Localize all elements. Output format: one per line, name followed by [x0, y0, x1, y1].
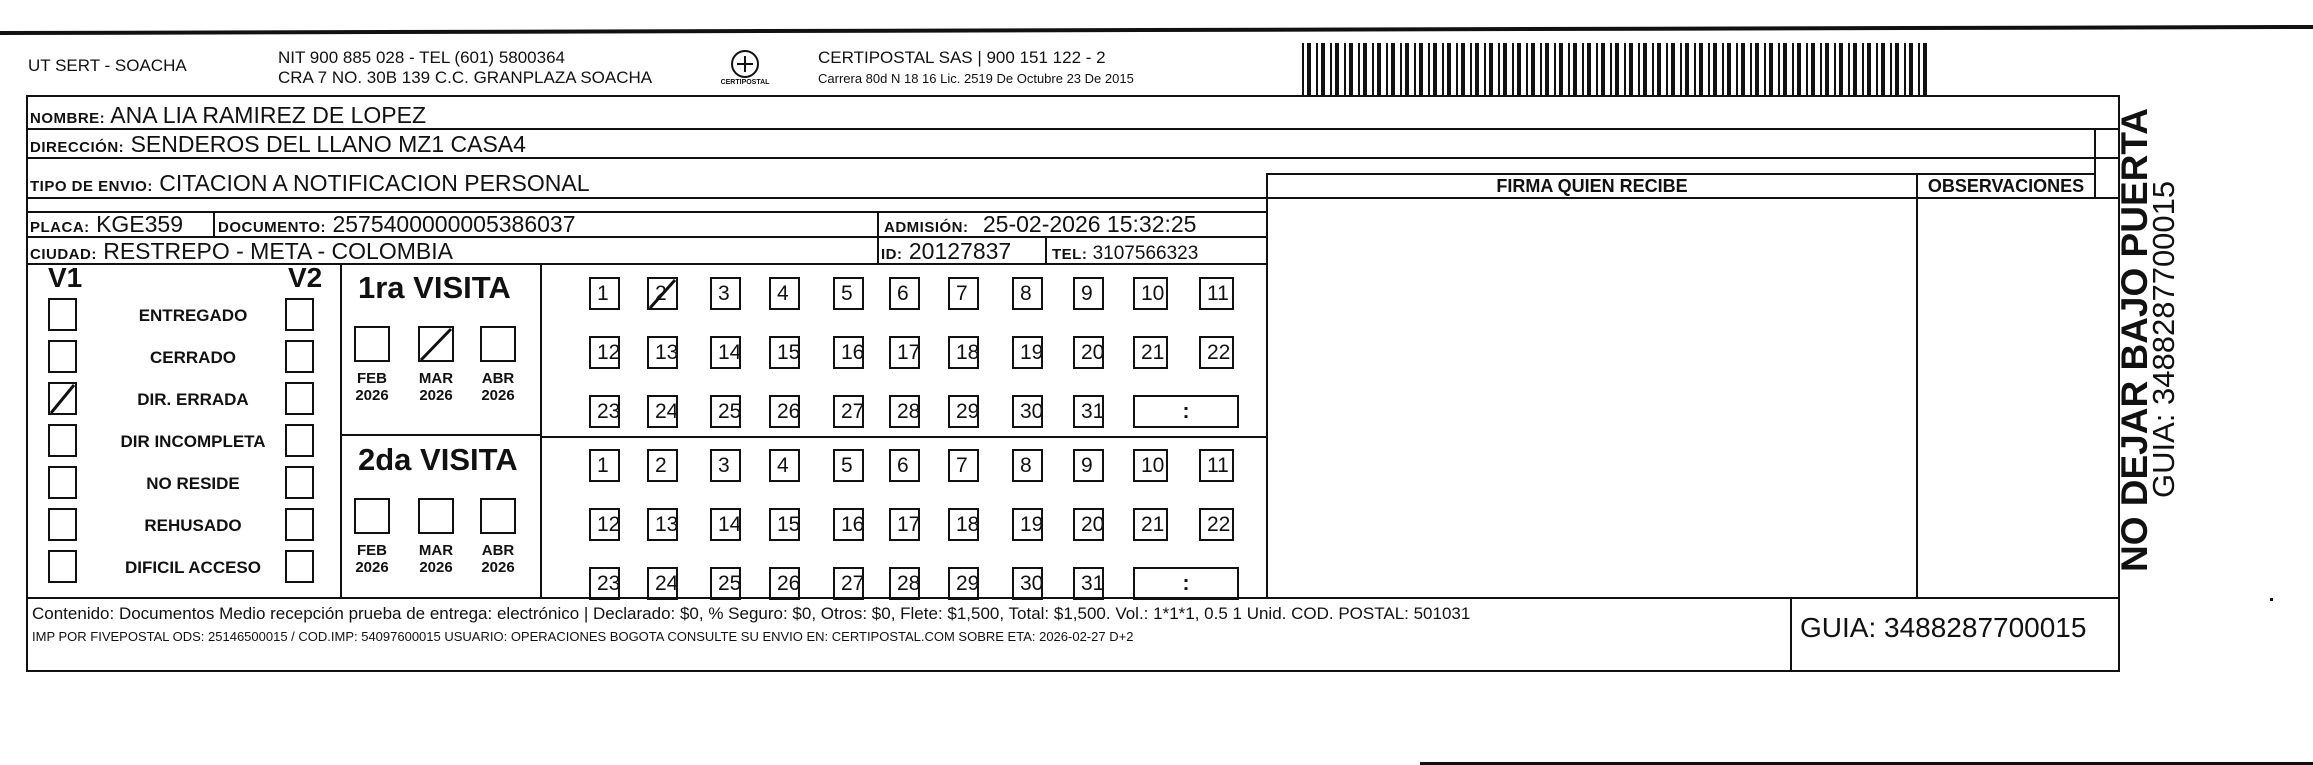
tel-label: TEL:: [1052, 246, 1088, 263]
visit-day-box[interactable]: 14: [710, 336, 741, 369]
month-year: 2026: [481, 559, 515, 576]
visit-time-box[interactable]: :: [1133, 567, 1239, 600]
status-v2-checkbox[interactable]: [285, 508, 314, 541]
visit-day-box[interactable]: 21: [1133, 336, 1168, 369]
barcode-bar: [1470, 43, 1472, 95]
barcode-bar: [1335, 43, 1339, 95]
visit-day-box[interactable]: 2: [647, 449, 678, 482]
visit-day-box[interactable]: 17: [889, 336, 920, 369]
barcode-bar: [1806, 43, 1808, 95]
barcode-bar: [1330, 43, 1332, 95]
visit-month-label: [475, 542, 521, 576]
month-year: 2026: [419, 387, 453, 404]
barcode-bar: [1554, 43, 1556, 95]
id-row: [881, 238, 1011, 268]
barcode-bar: [1890, 43, 1892, 95]
visit-day-box[interactable]: 15: [769, 336, 800, 369]
barcode-bar: [1358, 43, 1360, 95]
barcode-bar: [1545, 43, 1549, 95]
barcode-bar: [1475, 43, 1479, 95]
visit-day-box[interactable]: 22: [1199, 336, 1234, 369]
barcode-bar: [1727, 43, 1731, 95]
day-check-mark: [647, 277, 678, 310]
status-v2-checkbox[interactable]: [285, 340, 314, 373]
visit-day-box[interactable]: 10: [1133, 449, 1168, 482]
barcode-bar: [1862, 43, 1864, 95]
barcode-bar: [1363, 43, 1367, 95]
v1-label: V1: [48, 262, 83, 293]
barcode-bar: [1372, 43, 1374, 95]
barcode-bar: [1498, 43, 1500, 95]
visit-day-box[interactable]: 6: [889, 449, 920, 482]
visit-day-box[interactable]: 23: [589, 567, 620, 600]
barcode-bar: [1797, 43, 1801, 95]
visit-day-box[interactable]: 21: [1133, 508, 1168, 541]
visit-month-label: [413, 542, 459, 576]
nombre-row: [30, 102, 426, 132]
visit-day-box[interactable]: 13: [647, 508, 678, 541]
placa-label: PLACA:: [30, 219, 90, 236]
barcode-bar: [1741, 43, 1745, 95]
documento-row: [218, 211, 576, 241]
ciudad-value: RESTREPO - META - COLOMBIA: [103, 238, 453, 264]
visit-day-box[interactable]: 29: [948, 567, 979, 600]
logo-text: CERTIPOSTAL: [720, 79, 770, 86]
status-label: CERRADO: [150, 348, 236, 367]
placa-value: KGE359: [96, 211, 184, 237]
barcode-bar: [1573, 43, 1577, 95]
barcode-bar: [1685, 43, 1689, 95]
side-warning: NO DEJAR BAJO PUERTA: [2114, 108, 2155, 572]
visit-day-box[interactable]: 30: [1012, 395, 1043, 428]
visit-day-box[interactable]: 18: [948, 508, 979, 541]
tipo-value: CITACION A NOTIFICACION PERSONAL: [159, 170, 590, 196]
visit-day-box[interactable]: 5: [833, 277, 864, 310]
visit-day-box[interactable]: 25: [710, 567, 741, 600]
barcode-bar: [1736, 43, 1738, 95]
barcode-bar: [1461, 43, 1465, 95]
barcode-bar: [1400, 43, 1402, 95]
status-v2-checkbox[interactable]: [285, 382, 314, 415]
visit-month-label: [475, 370, 521, 404]
address-line: CRA 7 NO. 30B 139 C.C. GRANPLAZA SOACHA: [278, 68, 653, 87]
month-check-mark: [418, 326, 454, 362]
barcode-bar: [1456, 43, 1458, 95]
license-line: Carrera 80d N 18 16 Lic. 2519 De Octubre 23 De 2015: [818, 71, 1134, 86]
visit-day-box[interactable]: 11: [1199, 449, 1234, 482]
barcode-bar: [1904, 43, 1906, 95]
visit-day-box[interactable]: 31: [1073, 395, 1104, 428]
footer-line2: IMP POR FIVEPOSTAL ODS: 25146500015 / COD.IMP: 54097600015 USUARIO: OPERACIONES BOGOTA CONSULTE SU ENVIO EN: CERTIPOSTAL.COM SOBRE ETA: 2026-02-27 D+2: [32, 629, 1134, 644]
nombre-label: NOMBRE:: [30, 110, 106, 127]
visit-day-box[interactable]: 29: [948, 395, 979, 428]
barcode-bar: [1834, 43, 1836, 95]
barcode-bar: [1722, 43, 1724, 95]
visit-day-box[interactable]: 12: [589, 508, 620, 541]
visit-day-box[interactable]: 6: [889, 277, 920, 310]
month-year: 2026: [419, 559, 453, 576]
barcode-bar: [1680, 43, 1682, 95]
nit-line: NIT 900 885 028 - TEL (601) 5800364: [278, 48, 565, 67]
nombre-value: ANA LIA RAMIREZ DE LOPEZ: [110, 102, 426, 128]
status-v1-checkbox[interactable]: [48, 298, 77, 331]
barcode-bar: [1316, 43, 1318, 95]
visit-day-box[interactable]: 20: [1073, 508, 1104, 541]
barcode-bar: [1512, 43, 1514, 95]
admision-value: 25-02-2026 15:32:25: [982, 211, 1197, 237]
status-check-mark: [48, 382, 77, 415]
status-label: DIR INCOMPLETA: [120, 432, 266, 451]
visit-month-checkbox[interactable]: [480, 326, 516, 362]
barcode-bar: [1433, 43, 1437, 95]
barcode-bar: [1615, 43, 1619, 95]
visit-day-box[interactable]: 24: [647, 395, 678, 428]
barcode-bar: [1307, 43, 1311, 95]
barcode-bar: [1923, 43, 1927, 95]
barcode-bar: [1867, 43, 1871, 95]
status-v1-checkbox[interactable]: [48, 550, 77, 583]
visit-day-box[interactable]: 8: [1012, 449, 1043, 482]
barcode-bar: [1853, 43, 1857, 95]
barcode-bar: [1302, 43, 1304, 95]
barcode-bar: [1876, 43, 1878, 95]
visit-day-box[interactable]: 31: [1073, 567, 1104, 600]
visit-month-checkbox[interactable]: [480, 498, 516, 534]
month-name: FEB: [357, 370, 387, 387]
barcode-bar: [1778, 43, 1780, 95]
visit-day-box[interactable]: 24: [647, 567, 678, 600]
status-v1-checkbox[interactable]: [48, 508, 77, 541]
barcode-bar: [1405, 43, 1409, 95]
visit-day-box[interactable]: 30: [1012, 567, 1043, 600]
visit-day-box[interactable]: 7: [948, 449, 979, 482]
barcode-bar: [1699, 43, 1703, 95]
side-guia: GUIA: 3488287700015: [2146, 180, 2181, 498]
id-label: ID:: [881, 246, 903, 263]
visit-day-box[interactable]: 27: [833, 567, 864, 600]
barcode-bar: [1638, 43, 1640, 95]
direccion-value: SENDEROS DEL LLANO MZ1 CASA4: [130, 131, 526, 157]
visit-month-label: [349, 542, 395, 576]
visit-day-box[interactable]: 12: [589, 336, 620, 369]
barcode-bar: [1391, 43, 1395, 95]
barcode-bar: [1848, 43, 1850, 95]
visit-title: 2da VISITA: [358, 442, 518, 477]
barcode-bar: [1750, 43, 1752, 95]
company-line: CERTIPOSTAL SAS | 900 151 122 - 2: [818, 48, 1106, 67]
barcode-bar: [1792, 43, 1794, 95]
footer-guia: GUIA: 3488287700015: [1800, 612, 2087, 643]
barcode-bar: [1755, 43, 1759, 95]
visit-day-box[interactable]: 16: [833, 336, 864, 369]
tel-value: 3107566323: [1092, 243, 1199, 264]
barcode-bar: [1694, 43, 1696, 95]
barcode-bar: [1657, 43, 1661, 95]
barcode-bar: [1764, 43, 1766, 95]
month-name: ABR: [481, 370, 515, 387]
visit-day-box[interactable]: 28: [889, 395, 920, 428]
visit-day-box[interactable]: 26: [769, 395, 800, 428]
documento-label: DOCUMENTO:: [218, 219, 327, 236]
tipo-row: [30, 170, 590, 200]
status-label: NO RESIDE: [146, 474, 240, 493]
visit-day-box[interactable]: 4: [769, 277, 800, 310]
visit-day-box[interactable]: 26: [769, 567, 800, 600]
barcode-bar: [1349, 43, 1353, 95]
barcode-bar: [1587, 43, 1591, 95]
visit-day-box[interactable]: 1: [589, 277, 620, 310]
barcode-bar: [1825, 43, 1829, 95]
admision-label: ADMISIÓN:: [884, 219, 969, 236]
visit-day-box[interactable]: 17: [889, 508, 920, 541]
firma-header: FIRMA QUIEN RECIBE: [1496, 176, 1688, 196]
barcode-bar: [1713, 43, 1717, 95]
barcode-bar: [1344, 43, 1346, 95]
tel-row: [1052, 241, 1198, 268]
visit-day-box[interactable]: 10: [1133, 277, 1168, 310]
barcode-bar: [1820, 43, 1822, 95]
month-name: MAR: [418, 542, 454, 559]
barcode-bar: [1666, 43, 1668, 95]
barcode-bar: [1517, 43, 1521, 95]
documento-value: 2575400000005386037: [332, 211, 576, 237]
barcode-bar: [1643, 43, 1647, 95]
month-year: 2026: [481, 387, 515, 404]
barcode-bar: [1428, 43, 1430, 95]
visit-day-box[interactable]: 3: [710, 449, 741, 482]
barcode-bar: [1783, 43, 1787, 95]
visit-month-checkbox[interactable]: [354, 498, 390, 534]
visit-day-box[interactable]: 19: [1012, 508, 1043, 541]
barcode-bar: [1526, 43, 1528, 95]
visit-day-box[interactable]: 20: [1073, 336, 1104, 369]
visit-day-box[interactable]: 11: [1199, 277, 1234, 310]
barcode-bar: [1624, 43, 1626, 95]
visit-month-checkbox[interactable]: [418, 498, 454, 534]
barcode-bar: [1610, 43, 1612, 95]
visit-day-box[interactable]: 9: [1073, 277, 1104, 310]
barcode-bar: [1540, 43, 1542, 95]
visit-title: 1ra VISITA: [358, 270, 511, 305]
direccion-label: DIRECCIÓN:: [30, 139, 125, 156]
v2-label: V2: [288, 262, 323, 293]
direccion-row: [30, 131, 526, 161]
barcode-bar: [1881, 43, 1885, 95]
placa-row: [30, 211, 183, 241]
certipostal-logo: [720, 47, 770, 91]
visit-day-box[interactable]: 2: [647, 277, 678, 310]
footer-line1: Contenido: Documentos Medio recepción prueba de entrega: electrónico | Declarado: $0, % Seguro: $0, Otros: $0, Flete: $1,500, Total: $1,500. Vol.: 1*1*1, 0.5 1 Unid. COD. POSTAL: 501031: [32, 604, 1471, 623]
barcode-bar: [1596, 43, 1598, 95]
visit-day-box[interactable]: 16: [833, 508, 864, 541]
visit-month-checkbox[interactable]: [354, 326, 390, 362]
visit-month-label: [349, 370, 395, 404]
barcode-bar: [1708, 43, 1710, 95]
status-label: DIFICIL ACCESO: [124, 558, 261, 577]
scan-top-edge: [0, 25, 2313, 35]
status-v2-checkbox[interactable]: [285, 550, 314, 583]
month-name: MAR: [418, 370, 454, 387]
barcode-bar: [1895, 43, 1899, 95]
status-label: ENTREGADO: [138, 306, 248, 325]
office-name: UT SERT - SOACHA: [28, 56, 187, 75]
barcode-bar: [1559, 43, 1563, 95]
status-v2-checkbox[interactable]: [285, 466, 314, 499]
admision-row: [884, 211, 1196, 241]
ciudad-row: [30, 238, 453, 268]
barcode-bar: [1601, 43, 1605, 95]
barcode-bar: [1377, 43, 1381, 95]
barcode-bar: [1386, 43, 1388, 95]
barcode-bar: [1447, 43, 1451, 95]
visit-day-box[interactable]: 18: [948, 336, 979, 369]
barcode-bar: [1918, 43, 1920, 95]
visit-day-box[interactable]: 1: [589, 449, 620, 482]
barcode-bar: [1484, 43, 1486, 95]
observaciones-header: OBSERVACIONES: [1927, 176, 2085, 196]
status-v2-checkbox[interactable]: [285, 424, 314, 457]
visit-day-box[interactable]: 8: [1012, 277, 1043, 310]
barcode-bar: [1652, 43, 1654, 95]
scan-dot: [2270, 598, 2273, 601]
visit-day-box[interactable]: 19: [1012, 336, 1043, 369]
month-name: FEB: [357, 542, 387, 559]
barcode-bar: [1629, 43, 1633, 95]
visit-day-box[interactable]: 14: [710, 508, 741, 541]
barcode-bar: [1531, 43, 1535, 95]
ciudad-label: CIUDAD:: [30, 246, 97, 263]
barcode-bar: [1568, 43, 1570, 95]
visit-day-box[interactable]: 22: [1199, 508, 1234, 541]
barcode-bar: [1582, 43, 1584, 95]
status-label: REHUSADO: [144, 516, 242, 535]
barcode-bar: [1321, 43, 1325, 95]
visit-day-box[interactable]: 4: [769, 449, 800, 482]
barcode-bar: [1811, 43, 1815, 95]
visit-month-label: [413, 370, 459, 404]
visit-day-box[interactable]: 28: [889, 567, 920, 600]
barcode-bar: [1769, 43, 1773, 95]
status-v2-checkbox[interactable]: [285, 298, 314, 331]
visit-day-box[interactable]: 9: [1073, 449, 1104, 482]
barcode-bar: [1442, 43, 1444, 95]
status-v1-checkbox[interactable]: [48, 340, 77, 373]
visit-day-box[interactable]: 23: [589, 395, 620, 428]
barcode-bar: [1839, 43, 1843, 95]
month-name: ABR: [481, 542, 515, 559]
status-v1-checkbox[interactable]: [48, 424, 77, 457]
month-year: 2026: [355, 559, 389, 576]
barcode: [1302, 43, 1938, 95]
barcode-bar: [1909, 43, 1913, 95]
visit-day-box[interactable]: 3: [710, 277, 741, 310]
id-value: 20127837: [908, 238, 1012, 264]
visit-day-box[interactable]: 13: [647, 336, 678, 369]
visit-day-box[interactable]: 27: [833, 395, 864, 428]
visit-time-box[interactable]: :: [1133, 395, 1239, 428]
barcode-bar: [1414, 43, 1416, 95]
visit-day-box[interactable]: 25: [710, 395, 741, 428]
barcode-bar: [1419, 43, 1423, 95]
barcode-bar: [1489, 43, 1493, 95]
status-v1-checkbox[interactable]: [48, 466, 77, 499]
barcode-bar: [1503, 43, 1507, 95]
barcode-bar: [1671, 43, 1675, 95]
tipo-label: TIPO DE ENVIO:: [30, 178, 153, 195]
status-label: DIR. ERRADA: [137, 390, 249, 409]
visit-day-box[interactable]: 15: [769, 508, 800, 541]
visit-day-box[interactable]: 5: [833, 449, 864, 482]
visit-day-box[interactable]: 7: [948, 277, 979, 310]
month-year: 2026: [355, 387, 389, 404]
